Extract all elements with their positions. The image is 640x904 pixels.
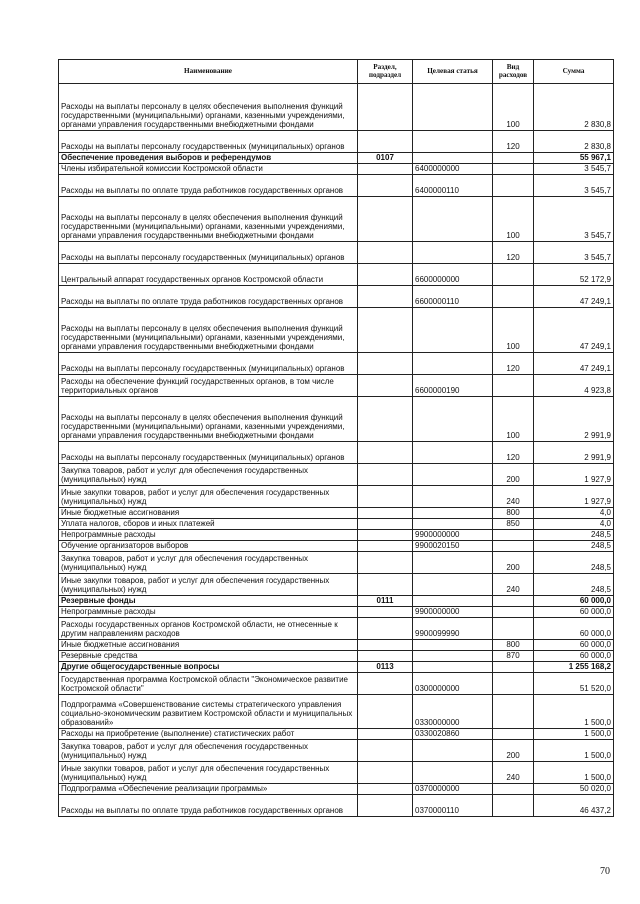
row-target-cell: 9900000000 [413,607,493,618]
row-sum-cell: 3 545,7 [534,164,614,175]
row-name-cell: Резервные средства [59,651,358,662]
row-target-cell: 0370000110 [413,795,493,817]
row-section-cell [358,242,413,264]
row-section-cell [358,353,413,375]
row-section-cell [358,729,413,740]
table-row [59,541,614,552]
row-expense-cell: 800 [493,640,534,651]
row-name-cell: Иные закупки товаров, работ и услуг для обеспечения государственных (муниципальных) нужд [59,762,358,784]
row-section-cell [358,651,413,662]
row-sum-cell: 2 991,9 [534,442,614,464]
row-target-cell: 6400000110 [413,175,493,197]
row-target-cell: 0370000000 [413,784,493,795]
row-sum-cell: 3 545,7 [534,197,614,242]
row-sum-cell: 52 172,9 [534,264,614,286]
table-row [59,673,614,695]
table-row [59,442,614,464]
row-target-cell: 6600000000 [413,264,493,286]
table-row [59,197,614,242]
row-expense-cell [493,175,534,197]
row-sum-cell: 248,5 [534,552,614,574]
row-expense-cell [493,695,534,729]
row-section-cell [358,486,413,508]
row-name-cell: Государственная программа Костромской области "Экономическое развитие Костромской области" [59,673,358,695]
row-name-cell: Расходы на приобретение (выполнение) статистических работ [59,729,358,740]
row-expense-cell [493,541,534,552]
row-sum-cell: 2 830,8 [534,131,614,153]
row-name-cell: Закупка товаров, работ и услуг для обеспечения государственных (муниципальных) нужд [59,552,358,574]
table-row [59,164,614,175]
row-name-cell: Расходы на выплаты персоналу в целях обеспечения выполнения функций государственными (муниципальными) органами, казенными учреждениями, органами управления государственными внебюджетными фондами [59,308,358,353]
table-row [59,651,614,662]
row-section-cell [358,618,413,640]
row-target-cell [413,84,493,131]
row-expense-cell: 200 [493,464,534,486]
row-sum-cell: 60 000,0 [534,618,614,640]
row-expense-cell: 100 [493,308,534,353]
row-section-cell [358,397,413,442]
row-expense-cell: 870 [493,651,534,662]
row-target-cell: 0300000000 [413,673,493,695]
row-target-cell [413,308,493,353]
table-row [59,175,614,197]
table-row [59,397,614,442]
row-sum-cell: 4,0 [534,508,614,519]
row-expense-cell: 100 [493,84,534,131]
row-name-cell: Иные бюджетные ассигнования [59,640,358,651]
table-row [59,464,614,486]
row-expense-cell: 200 [493,740,534,762]
row-target-cell [413,242,493,264]
row-sum-cell: 4 923,8 [534,375,614,397]
row-section-cell [358,574,413,596]
row-target-cell [413,197,493,242]
row-sum-cell: 3 545,7 [534,242,614,264]
row-name-cell: Подпрограмма «Обеспечение реализации программы» [59,784,358,795]
row-sum-cell: 248,5 [534,530,614,541]
table-row [59,308,614,353]
row-section-cell [358,508,413,519]
row-section-cell [358,84,413,131]
table-body [59,84,614,817]
row-section-cell: 0111 [358,596,413,607]
row-sum-cell: 3 545,7 [534,175,614,197]
row-name-cell: Обучение организаторов выборов [59,541,358,552]
row-target-cell [413,552,493,574]
row-section-cell [358,264,413,286]
row-target-cell: 9900020150 [413,541,493,552]
row-target-cell [413,153,493,164]
row-name-cell: Расходы государственных органов Костромской области, не отнесенные к другим направлениям расходов [59,618,358,640]
row-target-cell: 0330000000 [413,695,493,729]
table-row [59,740,614,762]
table-row [59,640,614,651]
header-sum: Сумма [534,60,614,84]
row-expense-cell: 240 [493,486,534,508]
row-section-cell [358,519,413,530]
page-number: 70 [600,866,610,877]
row-name-cell: Расходы на обеспечение функций государственных органов, в том числе территориальных органов [59,375,358,397]
row-target-cell [413,574,493,596]
table-row [59,353,614,375]
row-name-cell: Расходы на выплаты персоналу государственных (муниципальных) органов [59,131,358,153]
row-name-cell: Резервные фонды [59,596,358,607]
row-target-cell: 9900099990 [413,618,493,640]
row-section-cell [358,164,413,175]
table-row [59,762,614,784]
row-sum-cell: 2 991,9 [534,397,614,442]
row-sum-cell: 55 967,1 [534,153,614,164]
row-sum-cell: 248,5 [534,541,614,552]
row-section-cell [358,286,413,308]
row-expense-cell: 120 [493,242,534,264]
table-row [59,795,614,817]
row-name-cell: Расходы на выплаты персоналу в целях обеспечения выполнения функций государственными (муниципальными) органами, казенными учреждениями, органами управления государственными внебюджетными фондами [59,397,358,442]
row-sum-cell: 46 437,2 [534,795,614,817]
row-expense-cell: 240 [493,762,534,784]
row-name-cell: Расходы на выплаты персоналу в целях обеспечения выполнения функций государственными (муниципальными) органами, казенными учреждениями, органами управления государственными внебюджетными фондами [59,84,358,131]
row-sum-cell: 60 000,0 [534,596,614,607]
row-name-cell: Непрограммные расходы [59,607,358,618]
header-expense-type: Вид расходов [493,60,534,84]
table-row [59,519,614,530]
table-row [59,131,614,153]
table-row [59,286,614,308]
row-sum-cell: 1 927,9 [534,464,614,486]
row-section-cell [358,795,413,817]
row-section-cell [358,673,413,695]
table-row [59,552,614,574]
budget-table [58,59,614,817]
row-expense-cell [493,153,534,164]
row-expense-cell [493,530,534,541]
table-row [59,486,614,508]
row-name-cell: Иные закупки товаров, работ и услуг для обеспечения государственных (муниципальных) нужд [59,574,358,596]
row-section-cell: 0107 [358,153,413,164]
row-section-cell [358,131,413,153]
row-expense-cell [493,662,534,673]
row-section-cell: 0113 [358,662,413,673]
row-target-cell [413,740,493,762]
row-sum-cell: 1 500,0 [534,729,614,740]
table-header-row [59,60,614,84]
row-expense-cell [493,784,534,795]
row-name-cell: Обеспечение проведения выборов и референдумов [59,153,358,164]
row-target-cell [413,651,493,662]
row-section-cell [358,640,413,651]
row-expense-cell [493,729,534,740]
table-row [59,596,614,607]
row-sum-cell: 1 500,0 [534,740,614,762]
row-sum-cell: 2 830,8 [534,84,614,131]
row-section-cell [358,740,413,762]
row-sum-cell: 47 249,1 [534,353,614,375]
row-name-cell: Закупка товаров, работ и услуг для обеспечения государственных (муниципальных) нужд [59,464,358,486]
row-section-cell [358,607,413,618]
row-section-cell [358,464,413,486]
row-name-cell: Расходы на выплаты по оплате труда работников государственных органов [59,795,358,817]
row-sum-cell: 1 927,9 [534,486,614,508]
table-row [59,574,614,596]
row-expense-cell: 240 [493,574,534,596]
table-row [59,784,614,795]
row-section-cell [358,762,413,784]
row-target-cell: 9900000000 [413,530,493,541]
row-name-cell: Расходы на выплаты персоналу государственных (муниципальных) органов [59,442,358,464]
row-name-cell: Расходы на выплаты персоналу в целях обеспечения выполнения функций государственными (муниципальными) органами, казенными учреждениями, органами управления государственными внебюджетными фондами [59,197,358,242]
row-expense-cell: 200 [493,552,534,574]
row-sum-cell: 60 000,0 [534,640,614,651]
row-expense-cell [493,286,534,308]
row-section-cell [358,442,413,464]
row-target-cell [413,596,493,607]
row-section-cell [358,308,413,353]
row-section-cell [358,552,413,574]
row-expense-cell [493,607,534,618]
row-target-cell: 0330020860 [413,729,493,740]
table-row [59,607,614,618]
row-target-cell [413,464,493,486]
table-row [59,84,614,131]
row-target-cell [413,353,493,375]
row-name-cell: Расходы на выплаты по оплате труда работников государственных органов [59,286,358,308]
row-sum-cell: 60 000,0 [534,651,614,662]
row-expense-cell [493,618,534,640]
row-section-cell [358,530,413,541]
row-sum-cell: 1 255 168,2 [534,662,614,673]
row-section-cell [358,695,413,729]
row-target-cell: 6400000000 [413,164,493,175]
row-target-cell [413,442,493,464]
row-target-cell [413,662,493,673]
row-name-cell: Другие общегосударственные вопросы [59,662,358,673]
row-name-cell: Расходы на выплаты персоналу государственных (муниципальных) органов [59,353,358,375]
row-sum-cell: 60 000,0 [534,607,614,618]
row-section-cell [358,784,413,795]
table-row [59,375,614,397]
table-row [59,264,614,286]
row-target-cell [413,397,493,442]
row-section-cell [358,375,413,397]
row-sum-cell: 1 500,0 [534,695,614,729]
row-name-cell: Иные бюджетные ассигнования [59,508,358,519]
row-name-cell: Члены избирательной комиссии Костромской области [59,164,358,175]
row-expense-cell: 120 [493,131,534,153]
table-row [59,662,614,673]
row-sum-cell: 4,0 [534,519,614,530]
row-sum-cell: 47 249,1 [534,286,614,308]
row-sum-cell: 1 500,0 [534,762,614,784]
row-expense-cell [493,596,534,607]
row-expense-cell: 850 [493,519,534,530]
row-target-cell [413,486,493,508]
row-section-cell [358,541,413,552]
row-expense-cell [493,795,534,817]
row-expense-cell: 100 [493,397,534,442]
row-expense-cell: 120 [493,442,534,464]
table-row [59,242,614,264]
row-expense-cell [493,264,534,286]
table-row [59,508,614,519]
row-expense-cell [493,164,534,175]
header-target: Целевая статья [413,60,493,84]
row-sum-cell: 248,5 [534,574,614,596]
row-section-cell [358,175,413,197]
row-expense-cell [493,375,534,397]
row-name-cell: Закупка товаров, работ и услуг для обеспечения государственных (муниципальных) нужд [59,740,358,762]
row-name-cell: Расходы на выплаты персоналу государственных (муниципальных) органов [59,242,358,264]
row-name-cell: Центральный аппарат государственных органов Костромской области [59,264,358,286]
row-sum-cell: 51 520,0 [534,673,614,695]
row-name-cell: Расходы на выплаты по оплате труда работников государственных органов [59,175,358,197]
row-target-cell [413,640,493,651]
row-target-cell [413,508,493,519]
row-name-cell: Иные закупки товаров, работ и услуг для обеспечения государственных (муниципальных) нужд [59,486,358,508]
row-target-cell [413,131,493,153]
row-target-cell: 6600000110 [413,286,493,308]
table-row [59,729,614,740]
header-name: Наименование [59,60,358,84]
row-name-cell: Уплата налогов, сборов и иных платежей [59,519,358,530]
row-expense-cell: 800 [493,508,534,519]
table-row [59,618,614,640]
table-row [59,695,614,729]
row-target-cell: 6600000190 [413,375,493,397]
row-expense-cell: 100 [493,197,534,242]
row-expense-cell [493,673,534,695]
row-name-cell: Непрограммные расходы [59,530,358,541]
row-expense-cell: 120 [493,353,534,375]
row-target-cell [413,519,493,530]
table-row [59,153,614,164]
header-section: Раздел, подраздел [358,60,413,84]
row-target-cell [413,762,493,784]
row-name-cell: Подпрограмма «Совершенствование системы стратегического управления социально-экономическим развитием Костромской области и муниципальных образований» [59,695,358,729]
table-row [59,530,614,541]
row-section-cell [358,197,413,242]
row-sum-cell: 47 249,1 [534,308,614,353]
row-sum-cell: 50 020,0 [534,784,614,795]
